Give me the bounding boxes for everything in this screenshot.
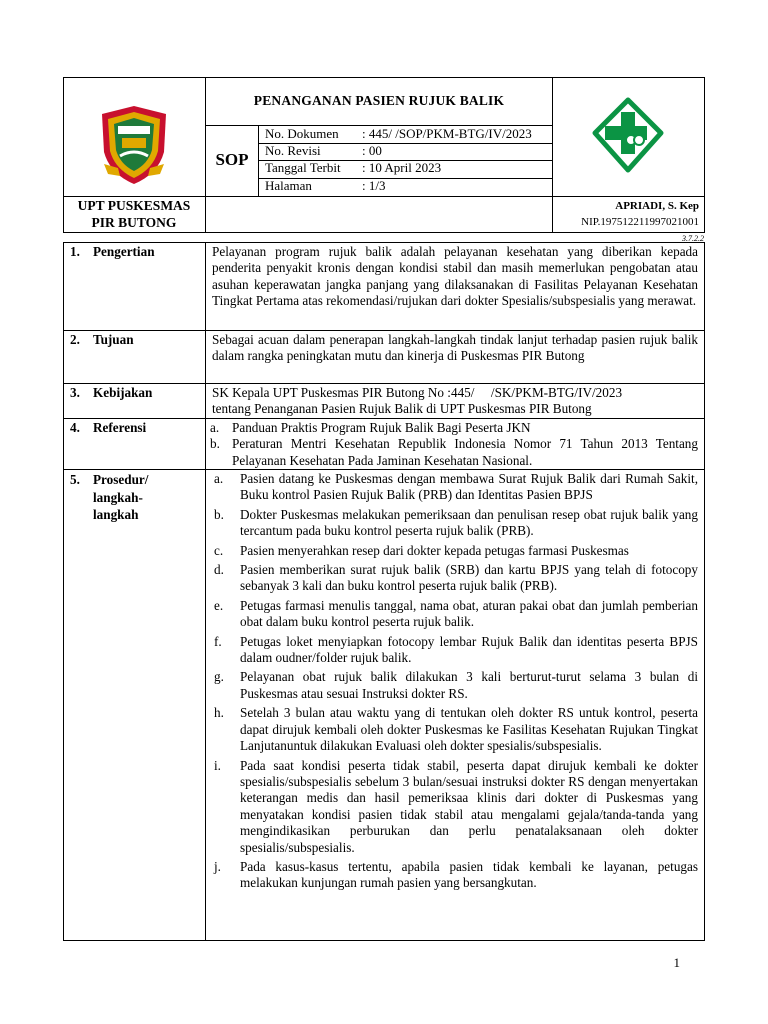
row-divider xyxy=(63,330,705,331)
section-list-referensi xyxy=(210,420,698,469)
list-item: j. Pada kasus-kasus tertentu, apabila pasien tidak kembali ke layanan, petugas melakukan kunjungan rumah pasien yang bersangkutan. xyxy=(214,858,698,891)
section-text-pengertian: Pelayanan program rujuk balik adalah pelayanan kesehatan yang diberikan kepada penderita penyakit kronis dengan kondisi stabil dan masih memerlukan pengobatan atau asuhan keperawatan jangka panjang yang dilaksanakan di Fasilitas Pelayanan Kesehatan Tingkat Pertama atas rekomendasi/rujukan dari dokter Spesialis/subspesialis yang merawat. xyxy=(212,244,698,309)
list-item: b. Peraturan Mentri Kesehatan Republik Indonesia Nomor 71 Tahun 2013 Tentang Pelayanan Kesehatan Pada Jaminan Kesehatan Nasional. xyxy=(210,436,698,468)
section-text-kebijakan: SK Kepala UPT Puskesmas PIR Butong No :445/ /SK/PKM-BTG/IV/2023 tentang Penanganan Pasien Rujuk Balik di UPT Puskesmas PIR Butong xyxy=(212,385,623,417)
list-item: a. Panduan Praktis Program Rujuk Balik Bagi Peserta JKN xyxy=(210,420,531,435)
section-label-kebijakan: 3. Kebijakan xyxy=(70,385,153,400)
section-list-prosedur xyxy=(214,471,698,892)
regency-crest-logo xyxy=(98,104,170,186)
list-item: d. Pasien memberikan surat rujuk balik (SRB) dan kartu BPJS yang telah di fotocopy sebanyak 3 kali dan buku kontrol peserta rujuk balik (PRB). xyxy=(214,562,698,594)
doc-page-row: Halaman : 1/3 xyxy=(265,178,386,193)
content-column-divider xyxy=(205,242,206,941)
list-item: e. Petugas farmasi menulis tanggal, nama obat, aturan pakai obat dan jumlah pemberian obat dalam buku kontrol peserta rujuk balik. xyxy=(214,597,698,630)
list-item: h. Setelah 3 bulan atau waktu yang di tentukan oleh dokter RS untuk kontrol, peserta dapat dirujuk kembali oleh dokter Puskesmas ke Fasilitas Kesehatan Rujukan Tingkat Lanjutanuntuk dilakukan Evaluasi oleh dokter spesialis/subspesialis. xyxy=(214,705,698,754)
row-divider xyxy=(63,383,705,384)
list-item: a. Pasien datang ke Puskesmas dengan membawa Surat Rujuk Balik dari Rumah Sakit, Buku kontrol Pasien Rujuk Balik (PRB) dan Identitas Pasien BPJS xyxy=(214,471,698,503)
signer-nip: NIP.197512211997021001 xyxy=(581,216,699,228)
doc-revision-row: No. Revisi : 00 xyxy=(265,143,382,158)
org-name: UPT PUSKESMAS PIR BUTONG xyxy=(77,198,191,230)
signer-name: APRIADI, S. Kep xyxy=(615,200,699,212)
signer-block xyxy=(553,197,705,230)
section-label-tujuan: 2. Tujuan xyxy=(70,332,134,347)
page-number: 1 xyxy=(673,955,680,970)
list-item: f. Petugas loket menyiapkan fotocopy lembar Rujuk Balik dan identitas peserta BPJS dalam oudner/folder rujuk balik. xyxy=(214,633,698,666)
document-code: 3.7.2.2 xyxy=(682,234,704,243)
doc-info xyxy=(259,124,552,195)
list-item: b. Dokter Puskesmas melakukan pemeriksaan dan penulisan resep obat rujuk balik yang tercantum pada buku kontrol peserta rujuk balik (PRB). xyxy=(214,506,698,539)
row-divider xyxy=(63,418,705,419)
list-item: i. Pada saat kondisi peserta tidak stabil, peserta dapat dirujuk kembali ke dokter spesialis/subspesialis sebelum 3 bulan/sesuai instruksi dokter RS dengan menyertakan keterangan medis dan hasil pemeriksaa klinis dari dokter di Puskesmas yang menyatakan kondisi pasien tidak stabil atau mengalami gejala/tanda-tanda yang mengindikasikan perburukan dan perlu penatalaksanaan oleh dokter spesialis/subspesialis. xyxy=(214,757,698,855)
section-label-referensi: 4. Referensi xyxy=(70,420,147,435)
sop-label: SOP xyxy=(215,150,249,169)
section-label-pengertian: 1. Pengertian xyxy=(70,244,155,259)
doc-number-row: No. Dokumen : 445/ /SOP/PKM-BTG/IV/2023 xyxy=(265,126,532,141)
puskesmas-logo xyxy=(592,97,664,173)
section-label-prosedur: 5. Prosedur/ langkah- langkah xyxy=(70,472,149,522)
document-title: PENANGANAN PASIEN RUJUK BALIK xyxy=(253,93,505,108)
list-item: c. Pasien menyerahkan resep dari dokter kepada petugas farmasi Puskesmas xyxy=(214,542,629,558)
list-item: g. Pelayanan obat rujuk balik dilakukan 3 kali berturut-turut selama 3 bulan di Puskesmas atau sesuai Instruksi dokter RS. xyxy=(214,669,698,701)
section-text-tujuan: Sebagai acuan dalam penerapan langkah-langkah tindak lanjut terhadap pasien rujuk balik dalam rangka peningkatan mutu dan kinerja di Puskesmas PIR Butong xyxy=(212,332,698,364)
doc-date-row: Tanggal Terbit : 10 April 2023 xyxy=(265,160,442,175)
